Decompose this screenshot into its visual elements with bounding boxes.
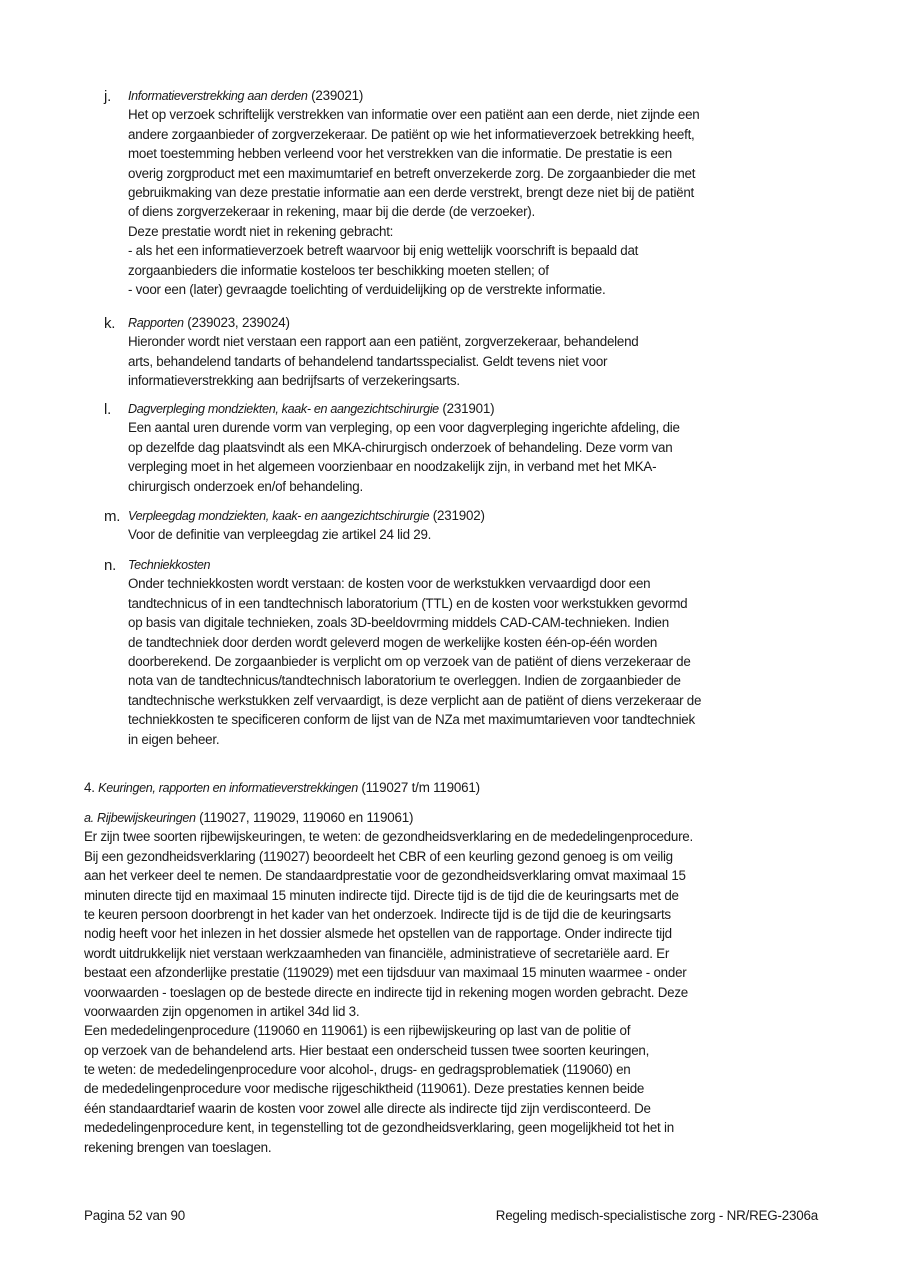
text-line: of diens zorgverzekeraar in rekening, maar bij die derde (de verzoeker). (128, 204, 535, 220)
text-line: in eigen beheer. (128, 731, 220, 747)
list-item-body (128, 86, 699, 299)
subsection-marker: a. (84, 811, 97, 825)
text-line: bestaat een afzonderlijke prestatie (119029) met een tijdsduur van maximaal 15 minuten waarmee - onder (84, 965, 687, 981)
subsection-rijbewijskeuringen (84, 808, 693, 1157)
text-line: de tandtechniek door derden wordt geleverd mogen de werkelijke kosten één-op-één worden (128, 634, 658, 650)
item-title: Techniekkosten (128, 558, 211, 572)
text-line: voorwaarden zijn opgenomen in artikel 34d lid 3. (84, 1003, 360, 1019)
text-line: nota van de tandtechnicus/tandtechnisch laboratorium te overleggen. Indien de zorgaanbieder de (128, 673, 681, 689)
text-line: moet toestemming hebben verleend voor het verstrekken van die informatie. De prestatie is een (128, 146, 672, 162)
text-line: gebruikmaking van deze prestatie informatie aan een derde verstrekt, brengt deze niet bij de patiënt (128, 184, 695, 200)
list-marker: k. (104, 315, 116, 332)
item-heading (128, 86, 699, 105)
item-heading (128, 399, 680, 418)
text-line: verpleging moet in het algemeen voorzienbaar en noodzakelijk zijn, in verband met het MKA- (128, 459, 657, 475)
text-line: Voor de definitie van verpleegdag zie artikel 24 lid 29. (128, 527, 432, 543)
text-line: op dezelfde dag plaatsvindt als een MKA-chirurgisch onderzoek of behandeling. Deze vorm van (128, 439, 673, 455)
item-heading (128, 555, 701, 574)
item-codes: (239021) (307, 88, 364, 103)
text-line: - voor een (later) gevraagde toelichting of verduidelijking op de verstrekte informatie. (128, 281, 606, 297)
item-title: Rapporten (128, 316, 184, 330)
text-line: Het op verzoek schriftelijk verstrekken van informatie over een patiënt aan een derde, niet zijnde een (128, 107, 700, 123)
text-line: doorberekend. De zorgaanbieder is verplicht om op verzoek van de patiënt of diens verzekeraar de (128, 653, 691, 669)
text-line: Bij een gezondheidsverklaring (119027) beoordeelt het CBR of een keurling gezond genoeg is om veilig (84, 848, 673, 864)
list-item-body (128, 399, 680, 496)
item-codes: (231901) (438, 401, 495, 416)
item-title: Dagverpleging mondziekten, kaak- en aangezichtschirurgie (128, 402, 439, 416)
list-marker: j. (104, 88, 111, 105)
text-line: Een mededelingenprocedure (119060 en 119061) is een rijbewijskeuring op last van de politie of (84, 1023, 631, 1039)
text-line: techniekkosten te specificeren conform de lijst van de NZa met maximumtarieven voor tandtechniek (128, 712, 695, 728)
item-title: Verpleegdag mondziekten, kaak- en aangezichtschirurgie (128, 509, 430, 523)
subsection-heading (84, 808, 693, 827)
list-item-body (128, 506, 485, 545)
text-line: minuten directe tijd en maximaal 15 minuten indirecte tijd. Directe tijd is de tijd die de keuringsarts met de (84, 887, 679, 903)
text-line: mededelingenprocedure kent, in tegenstelling tot de gezondheidsverklaring, geen mogelijkheid tot het in (84, 1120, 674, 1136)
item-codes: (231902) (429, 508, 485, 523)
text-line: rekening brengen van toeslagen. (84, 1139, 272, 1155)
section-heading (84, 778, 480, 798)
text-line: andere zorgaanbieder of zorgverzekeraar. De patiënt op wie het informatieverzoek betrekking heeft, (128, 126, 695, 142)
section-number: 4. (84, 780, 99, 795)
text-line: wordt uitdrukkelijk niet verstaan werkzaamheden van financiële, administratieve of secretariële aard. Er (84, 945, 670, 961)
section-codes: (119027 t/m 119061) (357, 780, 480, 795)
text-line: overig zorgproduct met een maximumtarief en betreft onverzekerde zorg. De zorgaanbieder die met (128, 165, 696, 181)
text-line: chirurgisch onderzoek en/of behandeling. (128, 478, 363, 494)
text-line: één standaardtarief waarin de kosten voor zowel alle directe als indirecte tijd zijn verdisconteerd. De (84, 1100, 651, 1116)
list-marker: l. (104, 401, 111, 418)
list-item-body (128, 313, 639, 391)
item-heading (128, 313, 639, 332)
footer-page-number: Pagina 52 van 90 (84, 1208, 186, 1223)
text-line: nodig heeft voor het inlezen in het dossier alsmede het opstellen van de rapportage. Onder indirecte tijd (84, 926, 672, 942)
text-line: voorwaarden - toeslagen op de bestede directe en indirecte tijd in rekening mogen worden gebracht. Deze (84, 984, 689, 1000)
text-line: de mededelingenprocedure voor medische rijgeschiktheid (119061). Deze prestaties kennen beide (84, 1081, 645, 1097)
text-line: arts, behandelend tandarts of behandelend tandartsspecialist. Geldt tevens niet voor (128, 353, 608, 369)
text-line: Onder techniekkosten wordt verstaan: de kosten voor de werkstukken vervaardigd door een (128, 576, 651, 592)
text-line: - als het een informatieverzoek betreft waarvoor bij enig wettelijk voorschrift is bepaald dat (128, 243, 639, 259)
list-marker: m. (104, 508, 121, 525)
subsection-title: Rijbewijskeuringen (96, 811, 196, 825)
text-line: zorgaanbieders die informatie kosteloos ter beschikking moeten stellen; of (128, 262, 549, 278)
footer-document-title: Regeling medisch-specialistische zorg - NR/REG-2306a (495, 1208, 818, 1223)
text-line: tandtechnicus of in een tandtechnisch laboratorium (TTL) en de kosten voor werkstukken gevormd (128, 595, 688, 611)
text-line: Deze prestatie wordt niet in rekening gebracht: (128, 223, 394, 239)
subsection-codes: (119027, 119029, 119060 en 119061) (195, 810, 414, 825)
section-title: Keuringen, rapporten en informatieverstrekkingen (98, 781, 358, 795)
list-item-body (128, 555, 701, 749)
text-line: op basis van digitale technieken, zoals 3D-beeldovrming middels CAD-CAM-technieken. Indien (128, 615, 669, 631)
text-line: aan het verkeer deel te nemen. De standaardprestatie voor de gezondheidsverklaring omvat maximaal 15 (84, 868, 686, 884)
text-line: Er zijn twee soorten rijbewijskeuringen, te weten: de gezondheidsverklaring en de mededelingenprocedure. (84, 829, 693, 845)
item-title: Informatieverstrekking aan derden (128, 89, 308, 103)
text-line: Een aantal uren durende vorm van verpleging, op een voor dagverpleging ingerichte afdeling, die (128, 420, 680, 436)
text-line: Hieronder wordt niet verstaan een rapport aan een patiënt, zorgverzekeraar, behandelend (128, 334, 639, 350)
text-line: informatieverstrekking aan bedrijfsarts of verzekeringsarts. (128, 373, 460, 389)
text-line: te keuren persoon doorbrengt in het kader van het onderzoek. Indirecte tijd is de tijd die de keuringsarts (84, 906, 671, 922)
item-heading (128, 506, 485, 525)
item-codes: (239023, 239024) (183, 315, 290, 330)
text-line: te weten: de mededelingenprocedure voor alcohol-, drugs- en gedragsproblematiek (119060) en (84, 1062, 631, 1078)
text-line: op verzoek van de behandelend arts. Hier bestaat een onderscheid tussen twee soorten keuringen, (84, 1042, 650, 1058)
list-marker: n. (104, 557, 117, 574)
text-line: tandtechnische werkstukken zelf vervaardigt, is deze verplicht aan de patiënt of diens verzekeraar de (128, 692, 702, 708)
